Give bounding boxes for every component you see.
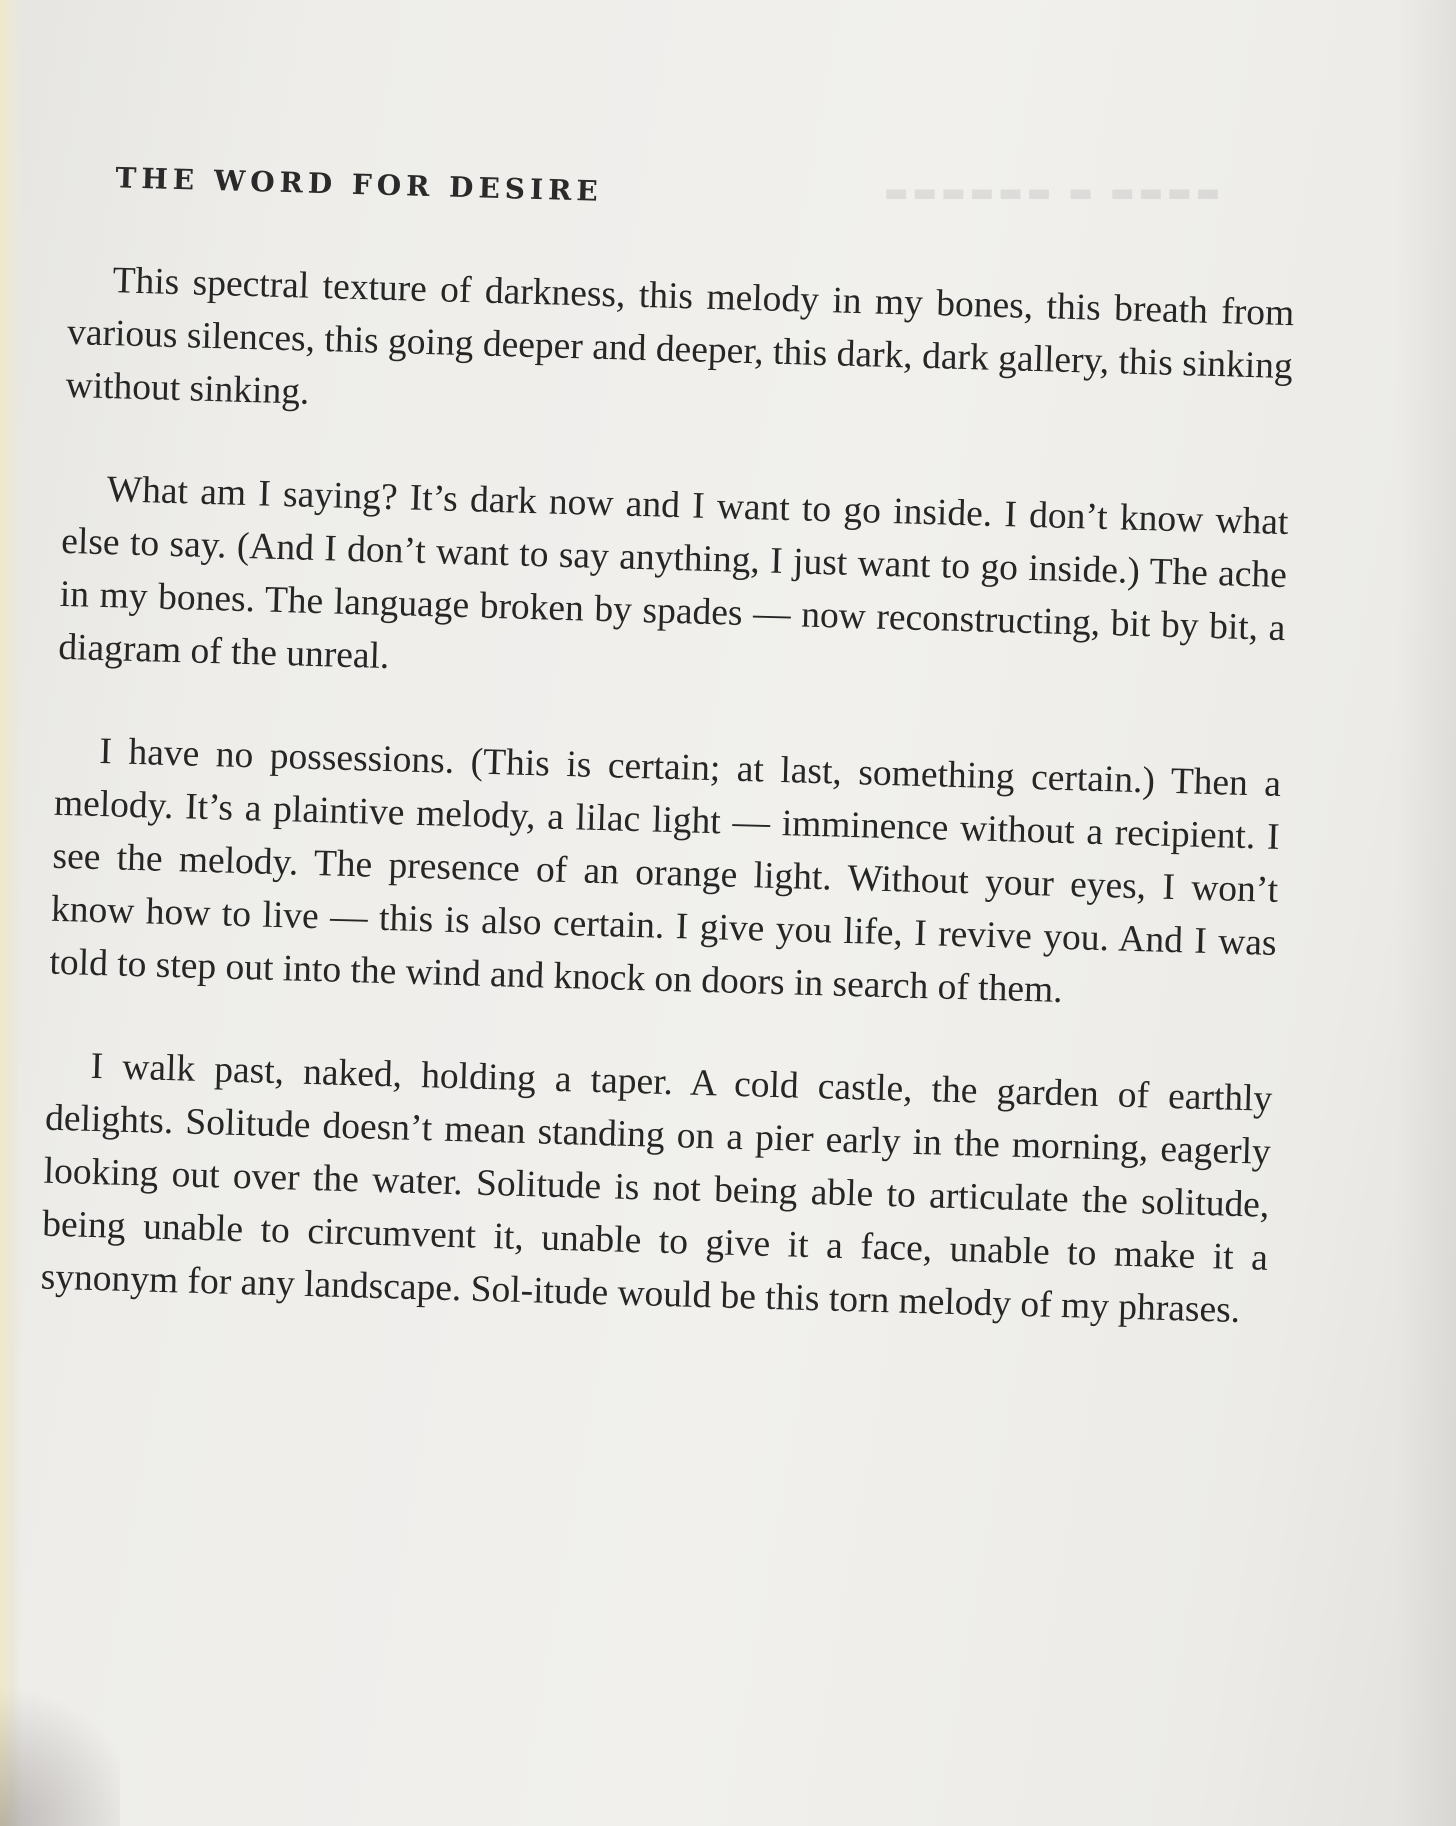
paragraph-3: I have no possessions. (This is certain; at last, something certain.) Then a melody. It’s a plaintive melody, a lilac light — imminence without a recipient. I see the melody. The presence of an orange light. Without your eyes, I won’t know how to live — this is also certain. I give you life, I revive you. And I was told to step out into the wind and knock on doors in search of them. [49, 731, 1282, 1011]
page-corner-shadow [0, 1666, 120, 1826]
running-head: THE WORD FOR DESIRE [115, 161, 604, 208]
page-edge-shadow [1396, 0, 1456, 1826]
paragraph-2: What am I saying? It’s dark now and I want to go inside. I don’t know what else to say. (And I don’t want to say anything, I just want to go inside.) The ache in my bones. The language broken by spades — now reconstructing, bit by bit, a diagram of the unreal. [57, 469, 1289, 678]
page-text-block [39, 160, 1332, 1389]
page-gutter-shadow [0, 0, 22, 1826]
paragraph-4: I walk past, naked, holding a taper. A cold castle, the garden of earthly delights. Solitude doesn’t mean standing on a pier early in the morning, eagerly looking out over the water. Solitude is not being able to articulate the solitude, being unable to circumvent it, unable to give it a face, unable to make it a synonym for any landscape. Sol-itude would be this torn melody of my phrases. [40, 1045, 1273, 1332]
show-through-header: ▬▬▬▬ ▬ ▬▬▬▬▬▬ [880, 178, 1221, 208]
paragraph-1: This spectral texture of darkness, this melody in my bones, this breath from various silences, this going deeper and deeper, this dark, dark gallery, this sinking without sinking. [65, 260, 1295, 413]
